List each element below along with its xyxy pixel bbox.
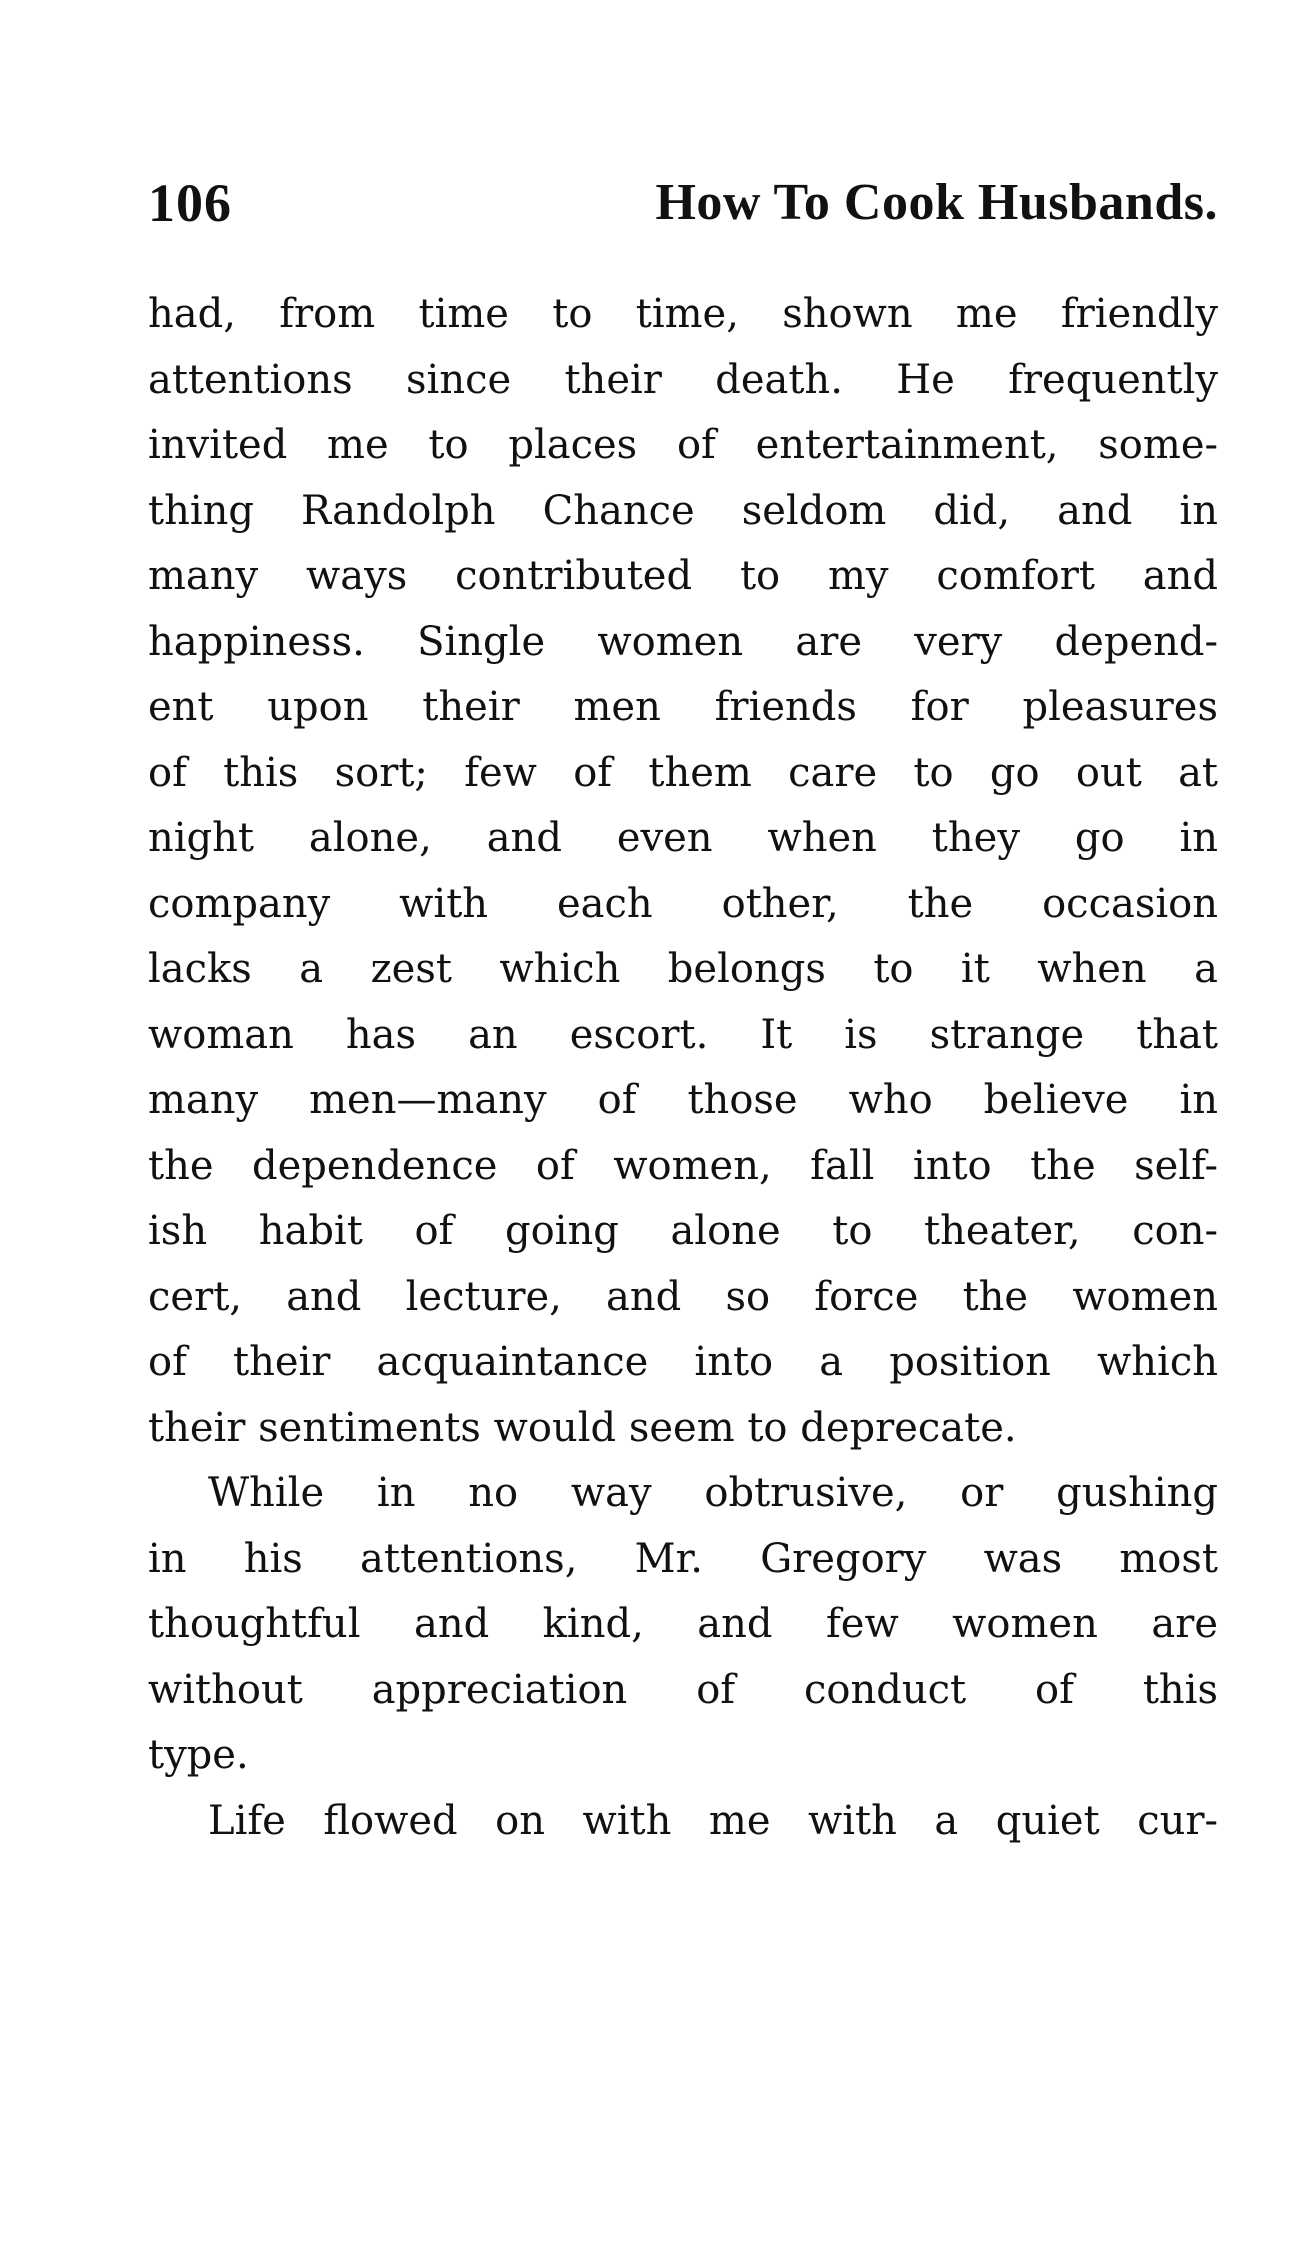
text-line: type. bbox=[148, 1732, 249, 1778]
page-number: 106 bbox=[148, 173, 232, 233]
running-head bbox=[148, 168, 1218, 238]
paragraph bbox=[148, 282, 1218, 1461]
text-line: happiness. Single women are very depend- bbox=[148, 618, 1218, 665]
paragraph bbox=[148, 1461, 1218, 1789]
text-line: of their acquaintance into a position which bbox=[148, 1339, 1218, 1385]
text-line: thing Randolph Chance seldom did, and in bbox=[148, 487, 1218, 534]
text-line: many men—many of those who believe in bbox=[148, 1077, 1218, 1123]
text-line: cert, and lecture, and so force the women bbox=[148, 1273, 1218, 1320]
text-line: company with each other, the occasion bbox=[148, 880, 1218, 927]
text-line: of this sort; few of them care to go out at bbox=[148, 749, 1218, 796]
text-line: their sentiments would seem to deprecate. bbox=[148, 1404, 1017, 1451]
text-line: many ways contributed to my comfort and bbox=[148, 553, 1218, 599]
paragraph bbox=[148, 1789, 1218, 1855]
body-text bbox=[148, 282, 1218, 1854]
text-line: invited me to places of entertainment, some- bbox=[148, 422, 1218, 468]
text-line: lacks a zest which belongs to it when a bbox=[148, 946, 1218, 992]
text-line: night alone, and even when they go in bbox=[148, 815, 1218, 861]
text-line: thoughtful and kind, and few women are bbox=[148, 1601, 1218, 1647]
text-line: without appreciation of conduct of this bbox=[148, 1666, 1218, 1713]
text-line: Life flowed on with me with a quiet cur- bbox=[208, 1797, 1218, 1844]
text-line: woman has an escort. It is strange that bbox=[148, 1011, 1218, 1058]
text-line: the dependence of women, fall into the self- bbox=[148, 1142, 1218, 1189]
running-title: How To Cook Husbands. bbox=[655, 174, 1218, 231]
text-line: ish habit of going alone to theater, con- bbox=[148, 1208, 1218, 1254]
text-line: attentions since their death. He frequently bbox=[148, 356, 1218, 403]
text-line: in his attentions, Mr. Gregory was most bbox=[148, 1535, 1218, 1582]
text-line: While in no way obtrusive, or gushing bbox=[208, 1470, 1218, 1516]
text-line: ent upon their men friends for pleasures bbox=[148, 684, 1218, 730]
text-line: had, from time to time, shown me friendly bbox=[148, 291, 1218, 337]
